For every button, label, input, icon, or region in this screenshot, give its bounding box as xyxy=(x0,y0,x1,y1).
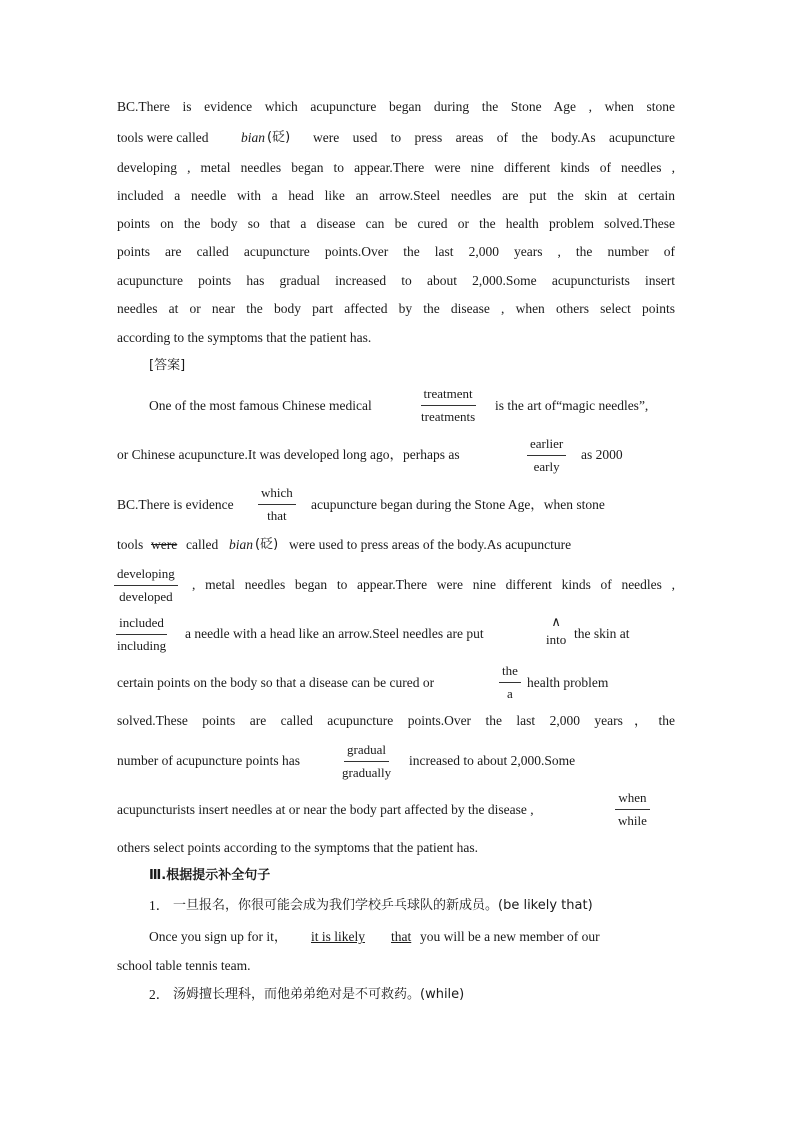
question-1-number: 1． xyxy=(149,898,170,913)
passage-line-6: points are called acupuncture points.Over the last 2,000 years , the number of xyxy=(117,244,675,259)
passage-line-2-prefix: tools were called xyxy=(117,130,209,145)
answer-line-4-b: called xyxy=(186,537,219,552)
correction-earlier-right: early xyxy=(533,459,560,474)
question-1-blank-1: it is likely xyxy=(311,929,365,944)
answer-line-4-a: tools xyxy=(117,537,144,552)
answer-line-6-c: the skin at xyxy=(574,626,630,641)
answer-line-4 xyxy=(117,535,675,555)
answer-line-9-b: increased to about 2,000.Some xyxy=(409,753,576,768)
question-1-blank-2: that xyxy=(391,929,412,944)
answer-line-7-b: health problem xyxy=(527,675,609,690)
answer-line-11: others select points according to the symptoms that the patient has. xyxy=(117,840,479,855)
correction-treatment xyxy=(418,386,478,425)
answer-line-2-b: as 2000 xyxy=(581,447,623,462)
correction-gradual xyxy=(339,742,394,781)
question-2 xyxy=(149,985,675,1005)
answer-label: [答案] xyxy=(149,358,186,373)
passage-line-8: needles at or near the body part affected by the disease , when others select points xyxy=(117,301,675,316)
correction-gradual-right: gradually xyxy=(342,765,392,780)
insert-caret-into xyxy=(546,614,566,648)
answer-line-2-a: or Chinese acupuncture.It was developed long ago，perhaps as xyxy=(117,447,460,462)
correction-included-wrong: included xyxy=(116,615,167,635)
correction-gradual-wrong: gradual xyxy=(344,742,389,762)
answer-line-8: solved.These points are called acupuncture points.Over the last 2,000 years，the xyxy=(117,713,675,728)
inserted-word-into: into xyxy=(546,632,567,647)
correction-when xyxy=(615,790,650,829)
passage-line-1: BC.There is evidence which acupuncture began during the Stone Age , when stone xyxy=(117,99,675,114)
question-1-answer-a: Once you sign up for it， xyxy=(149,929,288,944)
correction-when-right: while xyxy=(618,813,647,828)
passage-line-9: according to the symptoms that the patient has. xyxy=(117,330,372,345)
answer-line-9-a: number of acupuncture points has xyxy=(117,753,300,768)
correction-which-right: that xyxy=(267,508,287,523)
answer-line-4-deleted-were: were xyxy=(151,537,178,552)
answer-line-1-b: is the art of“magic needles”, xyxy=(495,398,649,413)
answer-line-1 xyxy=(117,396,675,416)
answer-line-9 xyxy=(117,751,675,771)
passage-line-2-rest: were used to press areas of the body.As acupuncture xyxy=(313,130,675,145)
correction-earlier xyxy=(527,436,566,475)
answer-line-6-b: a needle with a head like an arrow.Steel needles are put xyxy=(185,626,484,641)
passage-line-2 xyxy=(117,128,675,148)
answer-line-7 xyxy=(117,673,675,693)
passage-line-4: included a needle with a head like an arrow.Steel needles are put the skin at certain xyxy=(117,188,675,203)
answer-line-3-a: BC.There is evidence xyxy=(117,497,234,512)
correction-treatment-wrong: treatment xyxy=(421,386,476,406)
answer-line-5-b: , metal needles began to appear.There were nine different kinds of needles , xyxy=(192,577,675,592)
question-2-number: 2． xyxy=(149,987,170,1002)
answer-line-4-c: were used to press areas of the body.As acupuncture xyxy=(289,537,572,552)
answer-bian-word: bian xyxy=(229,537,254,552)
correction-when-wrong: when xyxy=(615,790,649,810)
question-2-prompt: 汤姆擅长理科，而他弟弟绝对是不可救药。(while) xyxy=(173,987,465,1002)
answer-line-10 xyxy=(117,800,675,820)
answer-line-6 xyxy=(117,624,675,644)
correction-which xyxy=(258,485,296,524)
answer-line-3-b: acupuncture began during the Stone Age，when stone xyxy=(311,497,605,512)
passage-line-7: acupuncture points has gradual increased to about 2,000.Some acupuncturists insert xyxy=(117,273,675,288)
correction-which-wrong: which xyxy=(258,485,296,505)
bian-word: bian xyxy=(241,130,266,145)
correction-developing-wrong: developing xyxy=(114,566,178,586)
passage-line-5: points on the body so that a disease can be cured or the health problem solved.These xyxy=(117,216,675,231)
correction-treatment-right: treatments xyxy=(421,409,476,424)
question-1-answer-line-2: school table tennis team. xyxy=(117,958,251,973)
question-1-answer-line-1 xyxy=(149,927,675,947)
bian-char: (砭) xyxy=(267,130,291,145)
question-1 xyxy=(149,896,675,916)
correction-developing-right: developed xyxy=(119,589,173,604)
correction-earlier-wrong: earlier xyxy=(527,436,566,456)
answer-line-5 xyxy=(117,575,675,595)
answer-line-10-a: acupuncturists insert needles at or near the body part affected by the disease , xyxy=(117,802,534,817)
correction-the-wrong: the xyxy=(499,663,521,683)
passage-line-3: developing , metal needles began to appear.There were nine different kinds of needles , xyxy=(117,160,675,175)
correction-the xyxy=(499,663,521,702)
question-1-prompt: 一旦报名，你很可能会成为我们学校乒乓球队的新成员。(be likely that) xyxy=(173,898,593,913)
answer-line-3 xyxy=(117,495,675,515)
answer-line-7-a: certain points on the body so that a disease can be cured or xyxy=(117,675,435,690)
section-3-heading: Ⅲ.根据提示补全句子 xyxy=(149,868,271,883)
question-1-answer-b: you will be a new member of our xyxy=(420,929,600,944)
caret-mark: ∧ xyxy=(551,614,561,629)
correction-the-right: a xyxy=(507,686,513,701)
answer-line-2 xyxy=(117,445,675,465)
answer-bian-char: (砭) xyxy=(255,537,279,552)
answer-line-1-a: One of the most famous Chinese medical xyxy=(149,398,372,413)
correction-included-right: including xyxy=(117,638,167,653)
